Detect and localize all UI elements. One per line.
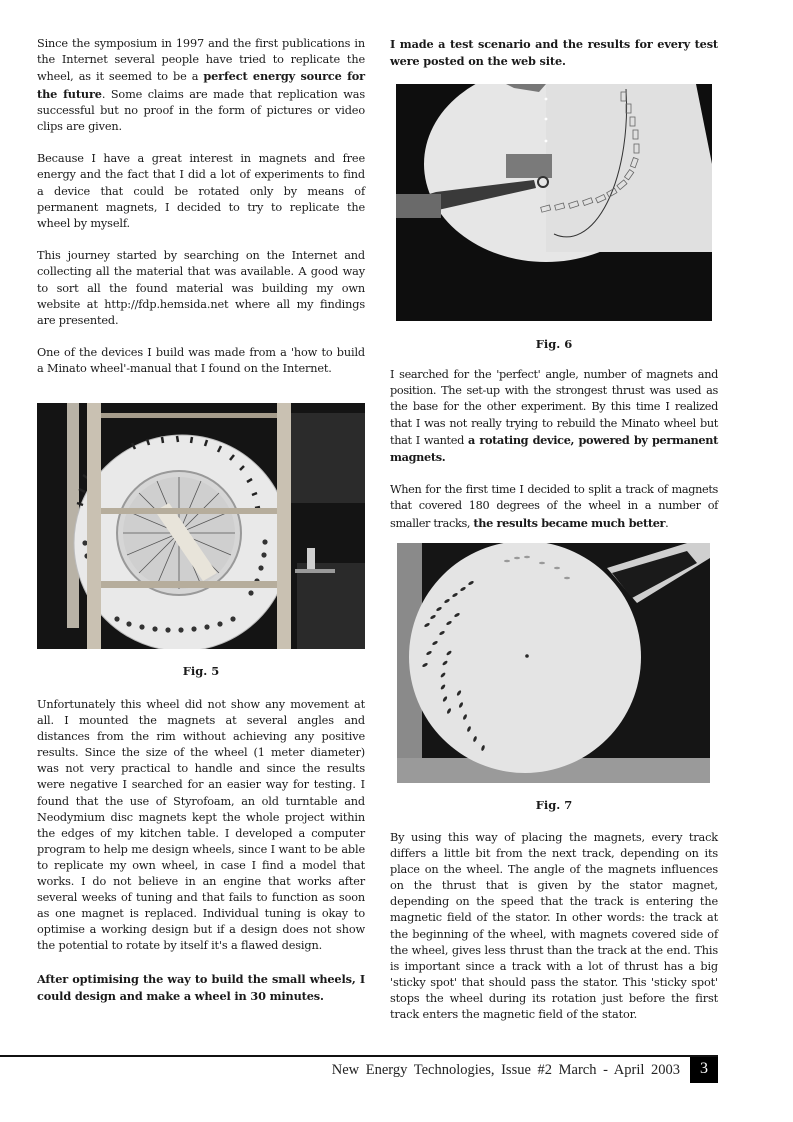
figure-7-photo <box>397 543 710 783</box>
paragraph <box>37 345 365 377</box>
page-number: 3 <box>690 1057 718 1083</box>
right-column-lower-text <box>390 830 718 1023</box>
figure-5-caption: Fig. 5 <box>182 664 220 678</box>
text-run: I searched for the 'perfect' angle, number of magnets and position. The set-up with the strongest thrust was used as the base for the other experiment. By this time I realized that I was not really trying to rebuild the Minato wheel but that I wanted <box>390 368 718 447</box>
left-column-text <box>37 36 365 378</box>
figure-6-caption: Fig. 6 <box>535 337 573 351</box>
paragraph <box>37 248 365 329</box>
paragraph-bold <box>390 36 718 70</box>
text-run: . <box>665 516 669 530</box>
text-run: . Some claims are made that replication was successful but no proof in the form of pictures or video clips are given. <box>37 87 366 134</box>
left-column-lower-text <box>37 697 365 1005</box>
text-run: Because I have a great interest in magnets and free energy and the fact that I did a lot of experiments to find a device that could be rotated only by means of permanent magnets, I decided to try to replicate the wheel by myself. <box>37 152 365 231</box>
paragraph <box>37 697 365 955</box>
footer-publication: New Energy Technologies, Issue #2 March - April 2003 <box>331 1062 680 1078</box>
text-run: Since the symposium in 1997 and the first publications in the Internet several people have tried to replicate the wheel, as it seemed to be a <box>37 37 365 84</box>
bold-text-run: I made a test scenario and the results for every test were posted on the web site. <box>390 37 718 69</box>
right-column-middle-text <box>390 367 718 532</box>
paragraph <box>390 367 718 466</box>
paragraph <box>390 482 718 532</box>
footer-rule <box>0 1055 718 1057</box>
bold-text-run: perfect energy source for the future <box>37 69 365 101</box>
paragraph <box>390 830 718 1023</box>
text-run: When for the first time I decided to split a track of magnets that covered 180 degrees of the wheel in a number of smaller tracks, <box>390 483 718 530</box>
paragraph <box>37 36 365 135</box>
text-run: By using this way of placing the magnets, every track differs a little bit from the next track, depending on its place on the wheel. The angle of the magnets influences on the thrust that is given by the stator magnet, depending on the speed that the track is entering the magnetic field of the stator. In other words: the track at the beginning of the wheel, with magnets covered side of the wheel, gives less thrust than the track at the end. This is important since a track with a lot of thrust has a big 'sticky spot' that should pass the stator. This 'sticky spot' stops the wheel during its rotation just before the first track enters the magnetic field of the stator. <box>390 831 718 1022</box>
text-run: This journey started by searching on the Internet and collecting all the material that was available. A good way to sort all the found material was building my own website at http://fdp.hemsida.net where all my findings are presented. <box>37 249 365 328</box>
figure-7-caption: Fig. 7 <box>535 798 573 812</box>
text-run: One of the devices I build was made from a 'how to build a Minato wheel'-manual that I found on the Internet. <box>37 346 365 376</box>
bold-text-run: a rotating device, powered by permanent magnets. <box>390 432 718 465</box>
right-column-intro <box>390 36 718 70</box>
figure-5-photo <box>37 403 365 649</box>
bold-text-run: After optimising the way to build the small wheels, I could design and make a wheel in 30 minutes. <box>37 971 365 1003</box>
paragraph-bold <box>37 971 365 1005</box>
text-run: Unfortunately this wheel did not show any movement at all. I mounted the magnets at several angles and distances from the rim without achieving any positive results. Since the size of the wheel (1 meter diameter) was not very practical to handle and since the results were negative I searched for an easier way for testing. I found that the use of Styrofoam, an old turntable and Neodymium disc magnets kept the whole project within the edges of my kitchen table. I developed a computer program to help me design wheels, since I want to be able to replicate my own wheel, in case I find a model that works. I do not believe in an engine that works after several weeks of tuning and that fails to function as soon as one magnet is replaced. Individual tuning is okay to optimise a working design but if a design does not show the potential to rotate by itself it's a flawed design. <box>37 698 365 953</box>
figure-6-photo <box>396 84 712 321</box>
bold-text-run: the results became much better <box>473 515 666 530</box>
paragraph <box>37 151 365 232</box>
